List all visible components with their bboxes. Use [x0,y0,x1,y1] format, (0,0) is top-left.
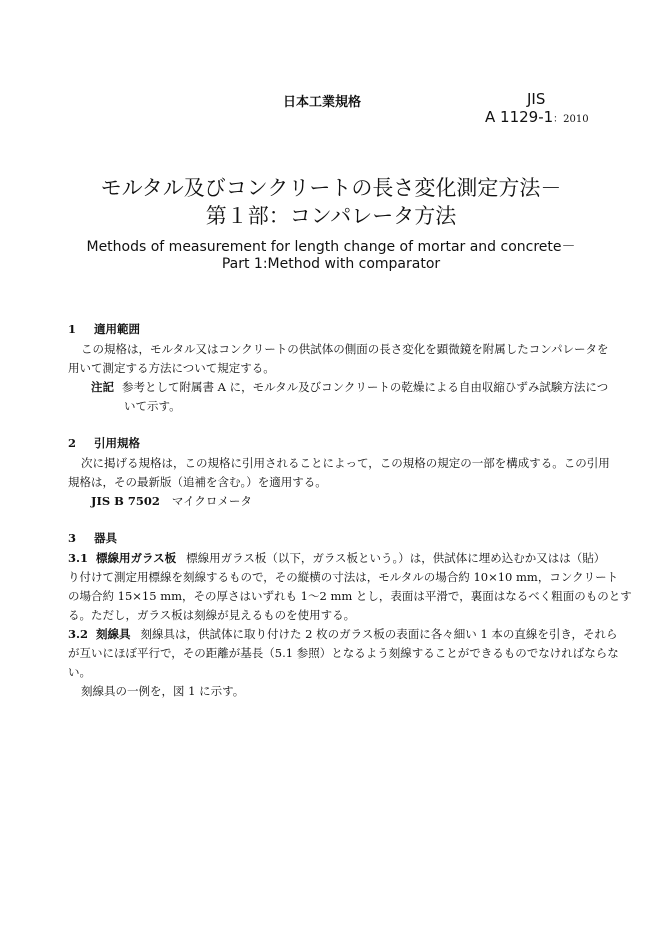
section-1-line1: この規格は，モルタル又はコンクリートの供試体の側面の長さ変化を顕微鏡を附属したコンパレータを [81,342,609,356]
note-text-line1: 参考として附属書 A に，モルタル及びコンクリートの乾燥による自由収縮ひずみ試験方法につ [122,380,609,394]
standard-name: 日本工業規格 [283,95,362,110]
section-2-number: 2 [68,436,77,450]
subsection-3-1-line1 [68,549,605,568]
jis-label: JIS [527,90,546,108]
section-1-line2: 用いて測定する方法について規定する。 [68,361,275,375]
referenced-standard-code: JIS B 7502 [91,494,160,508]
subsection-3-2-line2: が互いにほぼ平行で，その距離が基長（5.1 参照）となるよう刻線することができるものでなければならな [68,646,619,660]
section-1-number: 1 [68,322,77,336]
title-jp-line2: 第１部：コンパレータ方法 [205,204,457,228]
subsection-3-1-text: 標線用ガラス板（以下，ガラス板という。）は，供試体に埋め込むか又はは（貼） [186,551,606,565]
subsection-3-2-line1 [68,625,617,644]
subsection-3-1-line2: り付けて測定用標線を刻線するもので，その縦横の寸法は，モルタルの場合約 10×10 mm，コンクリート [68,570,619,584]
referenced-standard-title: マイクロメータ [171,494,252,508]
section-2-heading [68,435,140,451]
section-3-heading [68,530,117,546]
referenced-standard [91,492,252,511]
title-en-line2: Part 1:Method with comparator [221,256,441,272]
section-1-note [91,378,608,397]
title-en-line1: Methods of measurement for length change of mortar and concrete－ [86,239,576,255]
subsection-3-1-title: 標線用ガラス板 [96,551,177,565]
subsection-3-2-text: 刻線具は，供試体に取り付けた 2 枚のガラス板の表面に各々細い 1 本の直線を引き，それら [140,627,618,641]
section-3-number: 3 [68,531,77,545]
subsection-3-2-number: 3.2 [68,627,89,641]
standard-year: ：2010 [553,114,589,125]
section-2-line2: 規格は，その最新版（追補を含む。）を適用する。 [68,475,327,489]
subsection-3-1-number: 3.1 [68,551,89,565]
subsection-3-1-line4: る。ただし，ガラス板は刻線が見えるものを使用する。 [68,608,356,622]
section-2-line1: 次に掲げる規格は，この規格に引用されることによって，この規格の規定の一部を構成する。この引用 [81,456,610,470]
figure-reference-line: 刻線具の一例を，図 1 に示す。 [81,684,245,698]
section-1-note-line2: いて示す。 [124,399,181,413]
standard-code: A 1129-1 [485,108,554,126]
subsection-3-1-line3: の場合約 15×15 mm，その厚さはいずれも 1～2 mm とし，表面は平滑で，裏面はなるべく粗面のものとす [68,589,632,603]
subsection-3-2-title: 刻線具 [96,627,131,641]
section-1-title: 適用範囲 [94,322,140,336]
section-3-title: 器具 [94,531,117,545]
note-label: 注記 [91,380,114,394]
section-1-heading [68,321,140,337]
standard-number [485,108,589,126]
section-2-title: 引用規格 [94,436,140,450]
subsection-3-2-line3: い。 [68,665,91,679]
title-jp-line1: モルタル及びコンクリートの長さ変化測定方法－ [100,176,562,200]
